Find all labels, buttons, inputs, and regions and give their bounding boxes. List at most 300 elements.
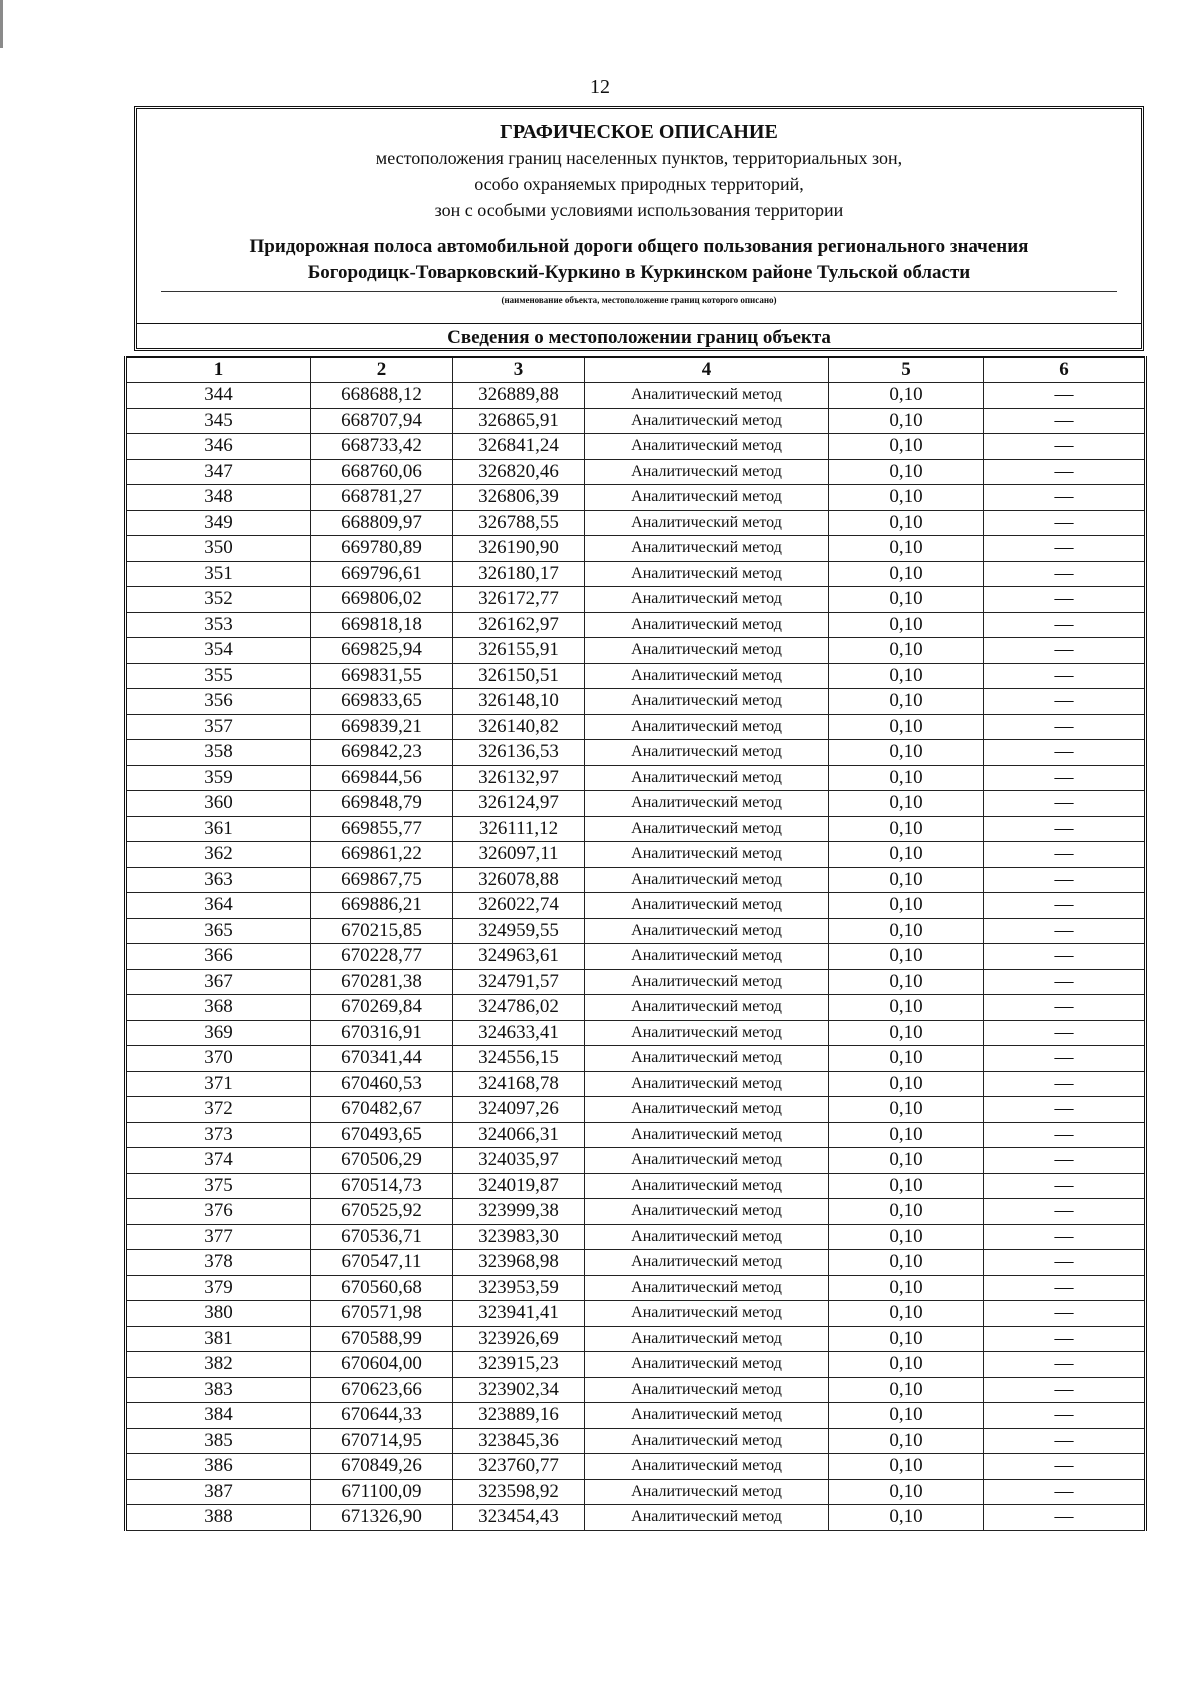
description-cell: —	[984, 1479, 1146, 1505]
precision-cell: 0,10	[829, 1301, 984, 1327]
x-coordinate-cell: 670341,44	[311, 1046, 453, 1072]
table-row	[126, 1071, 1146, 1097]
method-cell: Аналитический метод	[585, 944, 829, 970]
method-cell: Аналитический метод	[585, 1250, 829, 1276]
table-row	[126, 1403, 1146, 1429]
table-row	[126, 816, 1146, 842]
point-number-cell: 358	[126, 740, 311, 766]
table-row	[126, 1046, 1146, 1072]
table-row	[126, 459, 1146, 485]
precision-cell: 0,10	[829, 842, 984, 868]
description-cell: —	[984, 459, 1146, 485]
precision-cell: 0,10	[829, 867, 984, 893]
y-coordinate-cell: 323999,38	[453, 1199, 585, 1225]
table-row	[126, 1148, 1146, 1174]
method-cell: Аналитический метод	[585, 1071, 829, 1097]
precision-cell: 0,10	[829, 1173, 984, 1199]
y-coordinate-cell: 323845,36	[453, 1428, 585, 1454]
method-cell: Аналитический метод	[585, 1377, 829, 1403]
x-coordinate-cell: 669833,65	[311, 689, 453, 715]
object-underline	[161, 291, 1117, 292]
x-coordinate-cell: 669844,56	[311, 765, 453, 791]
precision-cell: 0,10	[829, 1071, 984, 1097]
precision-cell: 0,10	[829, 816, 984, 842]
method-cell: Аналитический метод	[585, 867, 829, 893]
description-cell: —	[984, 918, 1146, 944]
table-row	[126, 561, 1146, 587]
precision-cell: 0,10	[829, 459, 984, 485]
x-coordinate-cell: 670623,66	[311, 1377, 453, 1403]
y-coordinate-cell: 324066,31	[453, 1122, 585, 1148]
x-coordinate-cell: 669861,22	[311, 842, 453, 868]
point-number-cell: 362	[126, 842, 311, 868]
point-number-cell: 387	[126, 1479, 311, 1505]
description-cell: —	[984, 561, 1146, 587]
precision-cell: 0,10	[829, 1224, 984, 1250]
scan-edge-mark	[0, 0, 3, 48]
page-number: 12	[590, 76, 610, 98]
column-header: 6	[984, 357, 1146, 383]
description-cell: —	[984, 1505, 1146, 1531]
point-number-cell: 386	[126, 1454, 311, 1480]
x-coordinate-cell: 670547,11	[311, 1250, 453, 1276]
method-cell: Аналитический метод	[585, 1505, 829, 1531]
description-cell: —	[984, 1428, 1146, 1454]
table-row	[126, 995, 1146, 1021]
method-cell: Аналитический метод	[585, 663, 829, 689]
method-cell: Аналитический метод	[585, 842, 829, 868]
method-cell: Аналитический метод	[585, 1403, 829, 1429]
description-cell: —	[984, 1020, 1146, 1046]
description-cell: —	[984, 1403, 1146, 1429]
point-number-cell: 376	[126, 1199, 311, 1225]
precision-cell: 0,10	[829, 714, 984, 740]
subtitle-line: особо охраняемых природных территорий,	[474, 174, 804, 194]
x-coordinate-cell: 670514,73	[311, 1173, 453, 1199]
description-cell: —	[984, 1301, 1146, 1327]
subtitle-line: местоположения границ населенных пунктов, территориальных зон,	[375, 148, 903, 168]
description-cell: —	[984, 638, 1146, 664]
table-row	[126, 510, 1146, 536]
precision-cell: 0,10	[829, 510, 984, 536]
x-coordinate-cell: 669839,21	[311, 714, 453, 740]
table-row	[126, 1122, 1146, 1148]
x-coordinate-cell: 670560,68	[311, 1275, 453, 1301]
method-cell: Аналитический метод	[585, 995, 829, 1021]
table-row	[126, 536, 1146, 562]
method-cell: Аналитический метод	[585, 1275, 829, 1301]
column-header: 2	[311, 357, 453, 383]
point-number-cell: 383	[126, 1377, 311, 1403]
point-number-cell: 370	[126, 1046, 311, 1072]
table-row	[126, 1250, 1146, 1276]
point-number-cell: 344	[126, 383, 311, 409]
table-header-row	[126, 357, 1146, 383]
table-row	[126, 1352, 1146, 1378]
column-header: 3	[453, 357, 585, 383]
x-coordinate-cell: 670482,67	[311, 1097, 453, 1123]
table-row	[126, 1020, 1146, 1046]
method-cell: Аналитический метод	[585, 1199, 829, 1225]
y-coordinate-cell: 326132,97	[453, 765, 585, 791]
table-row	[126, 408, 1146, 434]
point-number-cell: 355	[126, 663, 311, 689]
description-cell: —	[984, 944, 1146, 970]
table-row	[126, 1097, 1146, 1123]
precision-cell: 0,10	[829, 765, 984, 791]
x-coordinate-cell: 668809,97	[311, 510, 453, 536]
precision-cell: 0,10	[829, 1122, 984, 1148]
description-cell: —	[984, 1097, 1146, 1123]
description-cell: —	[984, 689, 1146, 715]
point-number-cell: 346	[126, 434, 311, 460]
method-cell: Аналитический метод	[585, 791, 829, 817]
y-coordinate-cell: 326022,74	[453, 893, 585, 919]
table-row	[126, 918, 1146, 944]
method-cell: Аналитический метод	[585, 1224, 829, 1250]
y-coordinate-cell: 326155,91	[453, 638, 585, 664]
point-number-cell: 354	[126, 638, 311, 664]
x-coordinate-cell: 670714,95	[311, 1428, 453, 1454]
point-number-cell: 357	[126, 714, 311, 740]
description-cell: —	[984, 587, 1146, 613]
precision-cell: 0,10	[829, 561, 984, 587]
precision-cell: 0,10	[829, 1352, 984, 1378]
table-row	[126, 638, 1146, 664]
precision-cell: 0,10	[829, 434, 984, 460]
method-cell: Аналитический метод	[585, 1148, 829, 1174]
description-cell: —	[984, 536, 1146, 562]
description-cell: —	[984, 434, 1146, 460]
method-cell: Аналитический метод	[585, 740, 829, 766]
section-divider	[137, 323, 1141, 324]
description-cell: —	[984, 1377, 1146, 1403]
table-row	[126, 842, 1146, 868]
point-number-cell: 356	[126, 689, 311, 715]
method-cell: Аналитический метод	[585, 485, 829, 511]
y-coordinate-cell: 326788,55	[453, 510, 585, 536]
description-cell: —	[984, 383, 1146, 409]
method-cell: Аналитический метод	[585, 408, 829, 434]
x-coordinate-cell: 669842,23	[311, 740, 453, 766]
y-coordinate-cell: 326078,88	[453, 867, 585, 893]
precision-cell: 0,10	[829, 1250, 984, 1276]
precision-cell: 0,10	[829, 1199, 984, 1225]
description-cell: —	[984, 1275, 1146, 1301]
point-number-cell: 380	[126, 1301, 311, 1327]
method-cell: Аналитический метод	[585, 1326, 829, 1352]
y-coordinate-cell: 324791,57	[453, 969, 585, 995]
description-cell: —	[984, 1326, 1146, 1352]
y-coordinate-cell: 324959,55	[453, 918, 585, 944]
y-coordinate-cell: 326841,24	[453, 434, 585, 460]
y-coordinate-cell: 326162,97	[453, 612, 585, 638]
point-number-cell: 364	[126, 893, 311, 919]
y-coordinate-cell: 324168,78	[453, 1071, 585, 1097]
method-cell: Аналитический метод	[585, 1046, 829, 1072]
precision-cell: 0,10	[829, 408, 984, 434]
x-coordinate-cell: 670604,00	[311, 1352, 453, 1378]
method-cell: Аналитический метод	[585, 1454, 829, 1480]
y-coordinate-cell: 324035,97	[453, 1148, 585, 1174]
point-number-cell: 365	[126, 918, 311, 944]
y-coordinate-cell: 324556,15	[453, 1046, 585, 1072]
method-cell: Аналитический метод	[585, 1301, 829, 1327]
precision-cell: 0,10	[829, 995, 984, 1021]
y-coordinate-cell: 323454,43	[453, 1505, 585, 1531]
method-cell: Аналитический метод	[585, 1097, 829, 1123]
precision-cell: 0,10	[829, 1377, 984, 1403]
point-number-cell: 373	[126, 1122, 311, 1148]
y-coordinate-cell: 324019,87	[453, 1173, 585, 1199]
method-cell: Аналитический метод	[585, 1352, 829, 1378]
point-number-cell: 368	[126, 995, 311, 1021]
y-coordinate-cell: 326136,53	[453, 740, 585, 766]
x-coordinate-cell: 670506,29	[311, 1148, 453, 1174]
description-cell: —	[984, 816, 1146, 842]
point-number-cell: 379	[126, 1275, 311, 1301]
table-row	[126, 867, 1146, 893]
object-name-line: Придорожная полоса автомобильной дороги общего пользования регионального значения	[249, 236, 1029, 257]
x-coordinate-cell: 670228,77	[311, 944, 453, 970]
point-number-cell: 347	[126, 459, 311, 485]
method-cell: Аналитический метод	[585, 459, 829, 485]
table-row	[126, 765, 1146, 791]
object-name-line: Богородицк-Товарковский-Куркино в Куркинском районе Тульской области	[307, 262, 971, 283]
point-number-cell: 381	[126, 1326, 311, 1352]
x-coordinate-cell: 669780,89	[311, 536, 453, 562]
method-cell: Аналитический метод	[585, 1020, 829, 1046]
x-coordinate-cell: 668707,94	[311, 408, 453, 434]
table-row	[126, 944, 1146, 970]
y-coordinate-cell: 326150,51	[453, 663, 585, 689]
precision-cell: 0,10	[829, 1479, 984, 1505]
method-cell: Аналитический метод	[585, 1122, 829, 1148]
precision-cell: 0,10	[829, 1020, 984, 1046]
description-cell: —	[984, 740, 1146, 766]
method-cell: Аналитический метод	[585, 969, 829, 995]
y-coordinate-cell: 324963,61	[453, 944, 585, 970]
method-cell: Аналитический метод	[585, 510, 829, 536]
method-cell: Аналитический метод	[585, 383, 829, 409]
table-row	[126, 1377, 1146, 1403]
x-coordinate-cell: 669796,61	[311, 561, 453, 587]
precision-cell: 0,10	[829, 485, 984, 511]
method-cell: Аналитический метод	[585, 536, 829, 562]
table-row	[126, 434, 1146, 460]
precision-cell: 0,10	[829, 918, 984, 944]
point-number-cell: 369	[126, 1020, 311, 1046]
description-cell: —	[984, 765, 1146, 791]
column-header: 1	[126, 357, 311, 383]
description-cell: —	[984, 714, 1146, 740]
table-row	[126, 893, 1146, 919]
description-cell: —	[984, 867, 1146, 893]
method-cell: Аналитический метод	[585, 1173, 829, 1199]
table-row	[126, 663, 1146, 689]
precision-cell: 0,10	[829, 791, 984, 817]
method-cell: Аналитический метод	[585, 816, 829, 842]
y-coordinate-cell: 323915,23	[453, 1352, 585, 1378]
precision-cell: 0,10	[829, 1505, 984, 1531]
y-coordinate-cell: 323760,77	[453, 1454, 585, 1480]
y-coordinate-cell: 326180,17	[453, 561, 585, 587]
table-row	[126, 383, 1146, 409]
table-row	[126, 1326, 1146, 1352]
object-caption: (наименование объекта, местоположение границ которого описано)	[501, 295, 777, 305]
table-row	[126, 689, 1146, 715]
point-number-cell: 374	[126, 1148, 311, 1174]
y-coordinate-cell: 323953,59	[453, 1275, 585, 1301]
precision-cell: 0,10	[829, 1454, 984, 1480]
method-cell: Аналитический метод	[585, 765, 829, 791]
precision-cell: 0,10	[829, 944, 984, 970]
point-number-cell: 360	[126, 791, 311, 817]
x-coordinate-cell: 670215,85	[311, 918, 453, 944]
method-cell: Аналитический метод	[585, 714, 829, 740]
description-cell: —	[984, 408, 1146, 434]
point-number-cell: 388	[126, 1505, 311, 1531]
description-cell: —	[984, 842, 1146, 868]
description-cell: —	[984, 510, 1146, 536]
method-cell: Аналитический метод	[585, 561, 829, 587]
y-coordinate-cell: 324097,26	[453, 1097, 585, 1123]
precision-cell: 0,10	[829, 1428, 984, 1454]
y-coordinate-cell: 326820,46	[453, 459, 585, 485]
column-header: 5	[829, 357, 984, 383]
point-number-cell: 384	[126, 1403, 311, 1429]
point-number-cell: 353	[126, 612, 311, 638]
x-coordinate-cell: 670644,33	[311, 1403, 453, 1429]
precision-cell: 0,10	[829, 1275, 984, 1301]
x-coordinate-cell: 671100,09	[311, 1479, 453, 1505]
description-cell: —	[984, 1173, 1146, 1199]
point-number-cell: 348	[126, 485, 311, 511]
description-cell: —	[984, 893, 1146, 919]
table-row	[126, 1505, 1146, 1531]
table-row	[126, 1173, 1146, 1199]
coordinates-table	[124, 356, 1147, 1531]
x-coordinate-cell: 670493,65	[311, 1122, 453, 1148]
method-cell: Аналитический метод	[585, 689, 829, 715]
x-coordinate-cell: 670525,92	[311, 1199, 453, 1225]
y-coordinate-cell: 326124,97	[453, 791, 585, 817]
description-cell: —	[984, 1071, 1146, 1097]
x-coordinate-cell: 668688,12	[311, 383, 453, 409]
document-header	[134, 106, 1144, 351]
x-coordinate-cell: 668733,42	[311, 434, 453, 460]
y-coordinate-cell: 326889,88	[453, 383, 585, 409]
y-coordinate-cell: 326111,12	[453, 816, 585, 842]
table-row	[126, 791, 1146, 817]
description-cell: —	[984, 969, 1146, 995]
description-cell: —	[984, 1454, 1146, 1480]
description-cell: —	[984, 1199, 1146, 1225]
document-title: ГРАФИЧЕСКОЕ ОПИСАНИЕ	[500, 121, 778, 143]
table-row	[126, 1479, 1146, 1505]
description-cell: —	[984, 485, 1146, 511]
precision-cell: 0,10	[829, 893, 984, 919]
x-coordinate-cell: 670588,99	[311, 1326, 453, 1352]
description-cell: —	[984, 1250, 1146, 1276]
precision-cell: 0,10	[829, 740, 984, 766]
precision-cell: 0,10	[829, 969, 984, 995]
point-number-cell: 366	[126, 944, 311, 970]
table-row	[126, 612, 1146, 638]
y-coordinate-cell: 326172,77	[453, 587, 585, 613]
precision-cell: 0,10	[829, 638, 984, 664]
x-coordinate-cell: 669848,79	[311, 791, 453, 817]
description-cell: —	[984, 1148, 1146, 1174]
precision-cell: 0,10	[829, 1403, 984, 1429]
x-coordinate-cell: 670281,38	[311, 969, 453, 995]
y-coordinate-cell: 323983,30	[453, 1224, 585, 1250]
description-cell: —	[984, 612, 1146, 638]
table-row	[126, 1199, 1146, 1225]
x-coordinate-cell: 670849,26	[311, 1454, 453, 1480]
x-coordinate-cell: 668781,27	[311, 485, 453, 511]
subtitle-line: зон с особыми условиями использования территории	[434, 200, 844, 220]
precision-cell: 0,10	[829, 1046, 984, 1072]
precision-cell: 0,10	[829, 1148, 984, 1174]
y-coordinate-cell: 323968,98	[453, 1250, 585, 1276]
table-row	[126, 740, 1146, 766]
method-cell: Аналитический метод	[585, 1428, 829, 1454]
method-cell: Аналитический метод	[585, 638, 829, 664]
x-coordinate-cell: 669855,77	[311, 816, 453, 842]
point-number-cell: 385	[126, 1428, 311, 1454]
description-cell: —	[984, 663, 1146, 689]
column-header: 4	[585, 357, 829, 383]
point-number-cell: 345	[126, 408, 311, 434]
table-row	[126, 969, 1146, 995]
description-cell: —	[984, 791, 1146, 817]
y-coordinate-cell: 326190,90	[453, 536, 585, 562]
table-row	[126, 714, 1146, 740]
table-row	[126, 1224, 1146, 1250]
x-coordinate-cell: 670460,53	[311, 1071, 453, 1097]
y-coordinate-cell: 326148,10	[453, 689, 585, 715]
point-number-cell: 349	[126, 510, 311, 536]
point-number-cell: 378	[126, 1250, 311, 1276]
precision-cell: 0,10	[829, 612, 984, 638]
precision-cell: 0,10	[829, 1097, 984, 1123]
precision-cell: 0,10	[829, 587, 984, 613]
y-coordinate-cell: 323902,34	[453, 1377, 585, 1403]
table-row	[126, 1301, 1146, 1327]
point-number-cell: 350	[126, 536, 311, 562]
table-row	[126, 485, 1146, 511]
y-coordinate-cell: 326865,91	[453, 408, 585, 434]
description-cell: —	[984, 1046, 1146, 1072]
point-number-cell: 361	[126, 816, 311, 842]
x-coordinate-cell: 669886,21	[311, 893, 453, 919]
precision-cell: 0,10	[829, 663, 984, 689]
y-coordinate-cell: 326097,11	[453, 842, 585, 868]
precision-cell: 0,10	[829, 383, 984, 409]
x-coordinate-cell: 671326,90	[311, 1505, 453, 1531]
precision-cell: 0,10	[829, 1326, 984, 1352]
y-coordinate-cell: 324786,02	[453, 995, 585, 1021]
x-coordinate-cell: 669831,55	[311, 663, 453, 689]
point-number-cell: 367	[126, 969, 311, 995]
method-cell: Аналитический метод	[585, 893, 829, 919]
table-row	[126, 1428, 1146, 1454]
description-cell: —	[984, 995, 1146, 1021]
method-cell: Аналитический метод	[585, 1479, 829, 1505]
point-number-cell: 352	[126, 587, 311, 613]
y-coordinate-cell: 326140,82	[453, 714, 585, 740]
